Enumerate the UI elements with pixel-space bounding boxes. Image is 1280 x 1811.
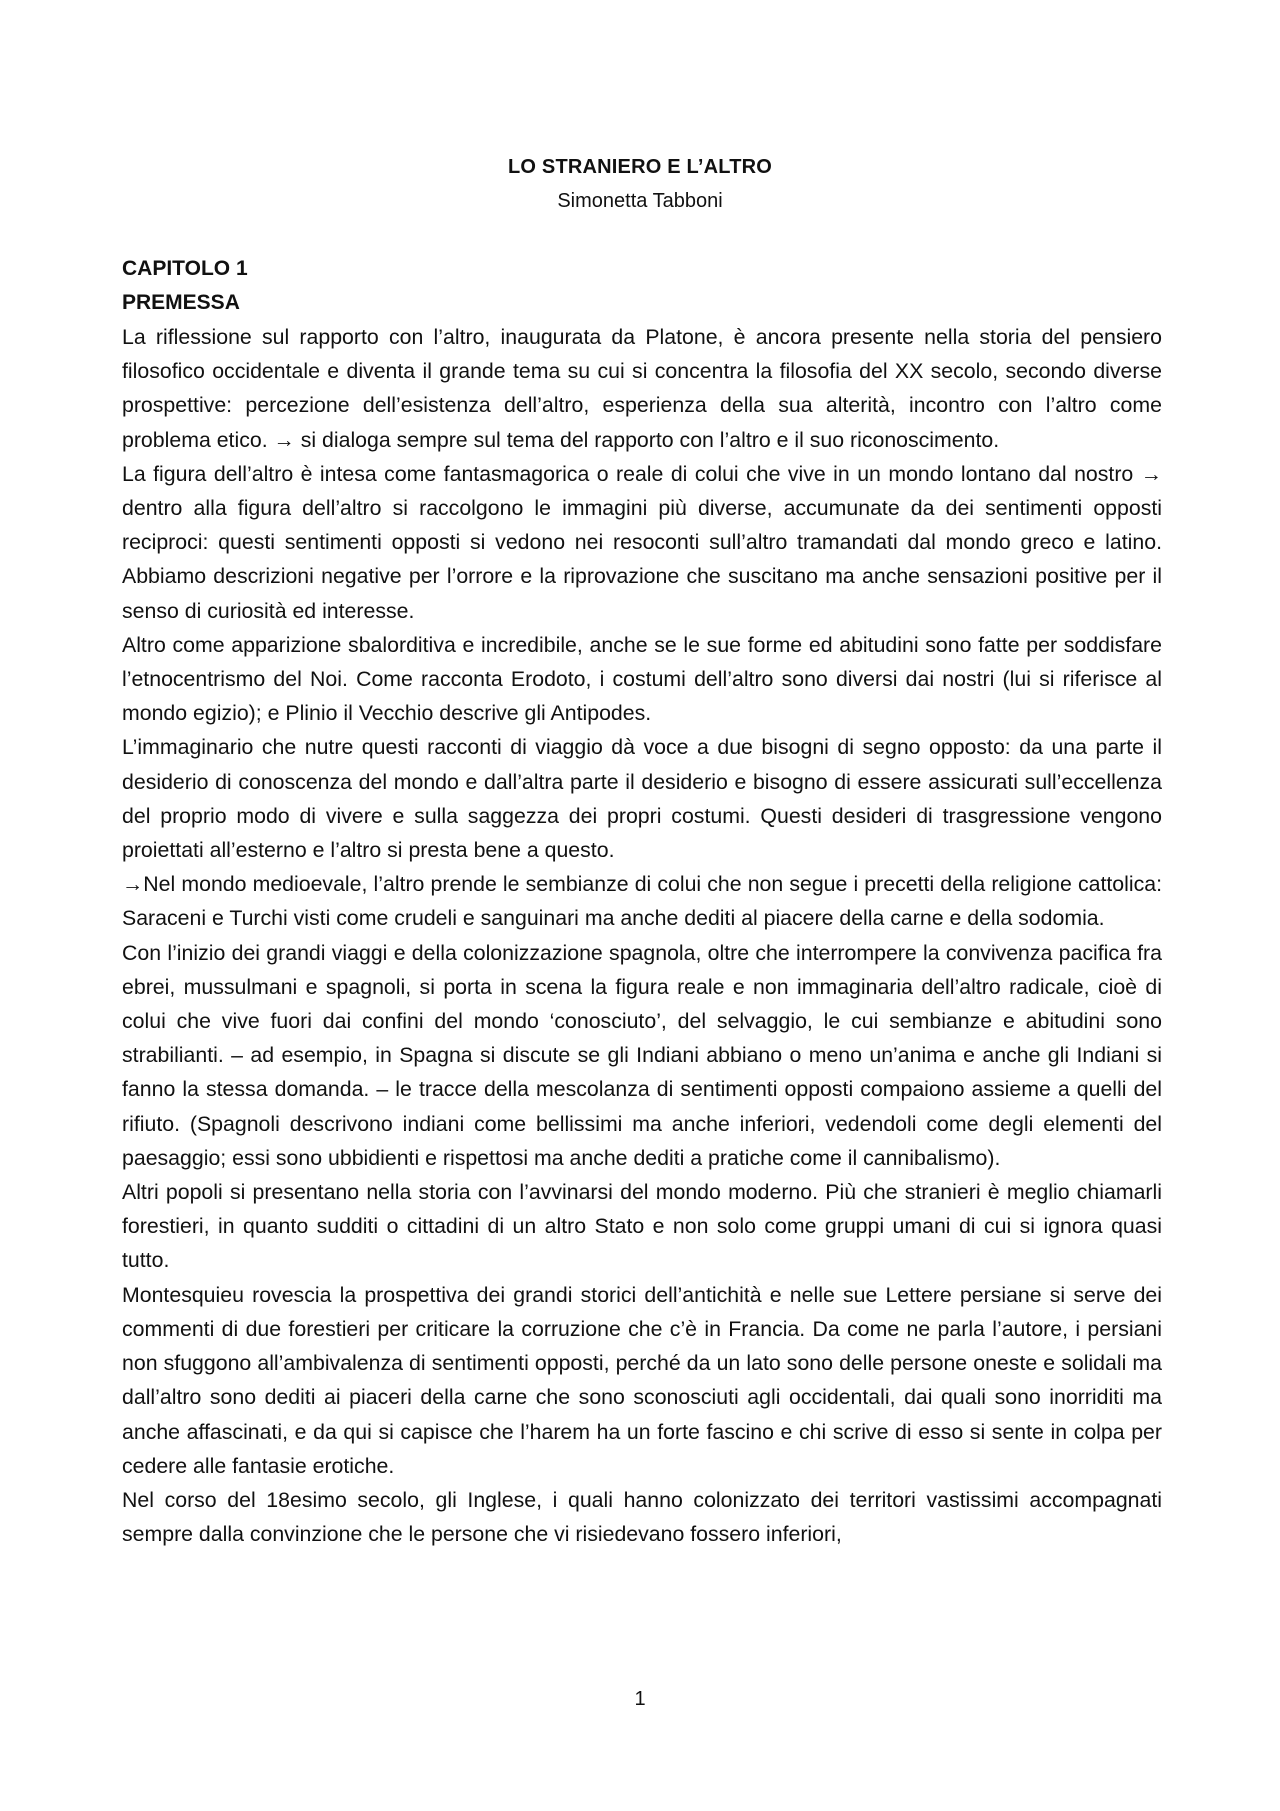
paragraph: Nel corso del 18esimo secolo, gli Inglese, i quali hanno colonizzato dei territori vastissimi accompagnati sempre dalla convinzione che le persone che vi risiedevano fossero inferiori, — [122, 1487, 1162, 1547]
paragraph: Altri popoli si presentano nella storia con l’avvinarsi del mondo moderno. Più che stranieri è meglio chiamarli forestieri, in quanto sudditi o cittadini di un altro Stato e non solo come gruppi umani di cui si ignora quasi tutto. — [122, 1180, 1162, 1273]
document-author: Simonetta Tabboni — [557, 190, 723, 212]
paragraph: Con l’inizio dei grandi viaggi e della colonizzazione spagnola, oltre che interrompere la convivenza pacifica fra ebrei, mussulmani e spagnoli, si porta in scena la figura reale e non immaginaria dell’altro radicale, cioè di colui che vive fuori dai confini del mondo ‘conosciuto’, del selvaggio, le cui sembianze e abitudini sono strabilianti. – ad esempio, in Spagna si discute se gli Indiani abbiano o meno un’anima e anche gli Indiani si fanno la stessa domanda. – le tracce della mescolanza di sentimenti opposti compaiono assieme a quelli del rifiuto. (Spagnoli descrivono indiani come bellissimi ma anche inferiori, vedendoli come degli elementi del paesaggio; essi sono ubbidienti e rispettosi ma anche dediti a pratiche come il cannibalismo). — [122, 940, 1162, 1170]
document-title: LO STRANIERO E L’ALTRO — [507, 156, 773, 178]
paragraph: →Nel mondo medioevale, l’altro prende le sembianze di colui che non segue i precetti della religione cattolica: Saraceni e Turchi visti come crudeli e sanguinari ma anche dediti al piacere della carne e della sodomia. — [122, 872, 1162, 931]
paragraph: Altro come apparizione sbalorditiva e incredibile, anche se le sue forme ed abitudini sono fatte per soddisfare l’etnocentrismo del Noi. Come racconta Erodoto, i costumi dell’altro sono diversi dai nostri (lui si riferisce al mondo egizio); e Plinio il Vecchio descrive gli Antipodes. — [122, 632, 1162, 726]
chapter-heading: CAPITOLO 1 — [122, 257, 248, 280]
document-body — [122, 252, 1162, 1551]
page-number: 1 — [634, 1688, 646, 1710]
paragraph: L’immaginario che nutre questi racconti di viaggio dà voce a due bisogni di segno opposto: da una parte il desiderio di conoscenza del mondo e dall’altra parte il desiderio e bisogno di essere assicurati sull’eccellenza del proprio modo di vivere e sulla saggezza dei propri costumi. Questi desideri di trasgressione vengono proiettati all’esterno e l’altro si presta bene a questo. — [122, 735, 1162, 863]
paragraph: Montesquieu rovescia la prospettiva dei grandi storici dell’antichità e nelle sue Lettere persiane si serve dei commenti di due forestieri per criticare la corruzione che c’è in Francia. Da come ne parla l’autore, i persiani non sfuggono all’ambivalenza di sentimenti opposti, perché da un lato sono delle persone oneste e solidali ma dall’altro sono dediti ai piaceri della carne che sono sconosciuti agli occidentali, dai quali sono inorriditi ma anche affascinati, e da qui si capisce che l’harem ha un forte fascino e chi scrive di esso si sente in colpa per cedere alle fantasie erotiche. — [122, 1282, 1162, 1478]
paragraph: La riflessione sul rapporto con l’altro, inaugurata da Platone, è ancora presente nella storia del pensiero filosofico occidentale e diventa il grande tema su cui si concentra la filosofia del XX secolo, secondo diverse prospettive: percezione dell’esistenza dell’altro, esperienza della sua alterità, incontro con l’altro come problema etico. → si dialoga sempre sul tema del rapporto con l’altro e il suo riconoscimento. — [122, 325, 1162, 452]
section-heading: PREMESSA — [122, 291, 240, 314]
paragraph: La figura dell’altro è intesa come fantasmagorica o reale di colui che vive in un mondo lontano dal nostro → dentro alla figura dell’altro si raccolgono le immagini più diverse, accumunate da dei sentimenti opposti reciproci: questi sentimenti opposti si vedono nei resoconti sull’altro tramandati dal mondo greco e latino. Abbiamo descrizioni negative per l’orrore e la riprovazione che suscitano ma anche sensazioni positive per il senso di curiosità ed interesse. — [122, 461, 1162, 623]
